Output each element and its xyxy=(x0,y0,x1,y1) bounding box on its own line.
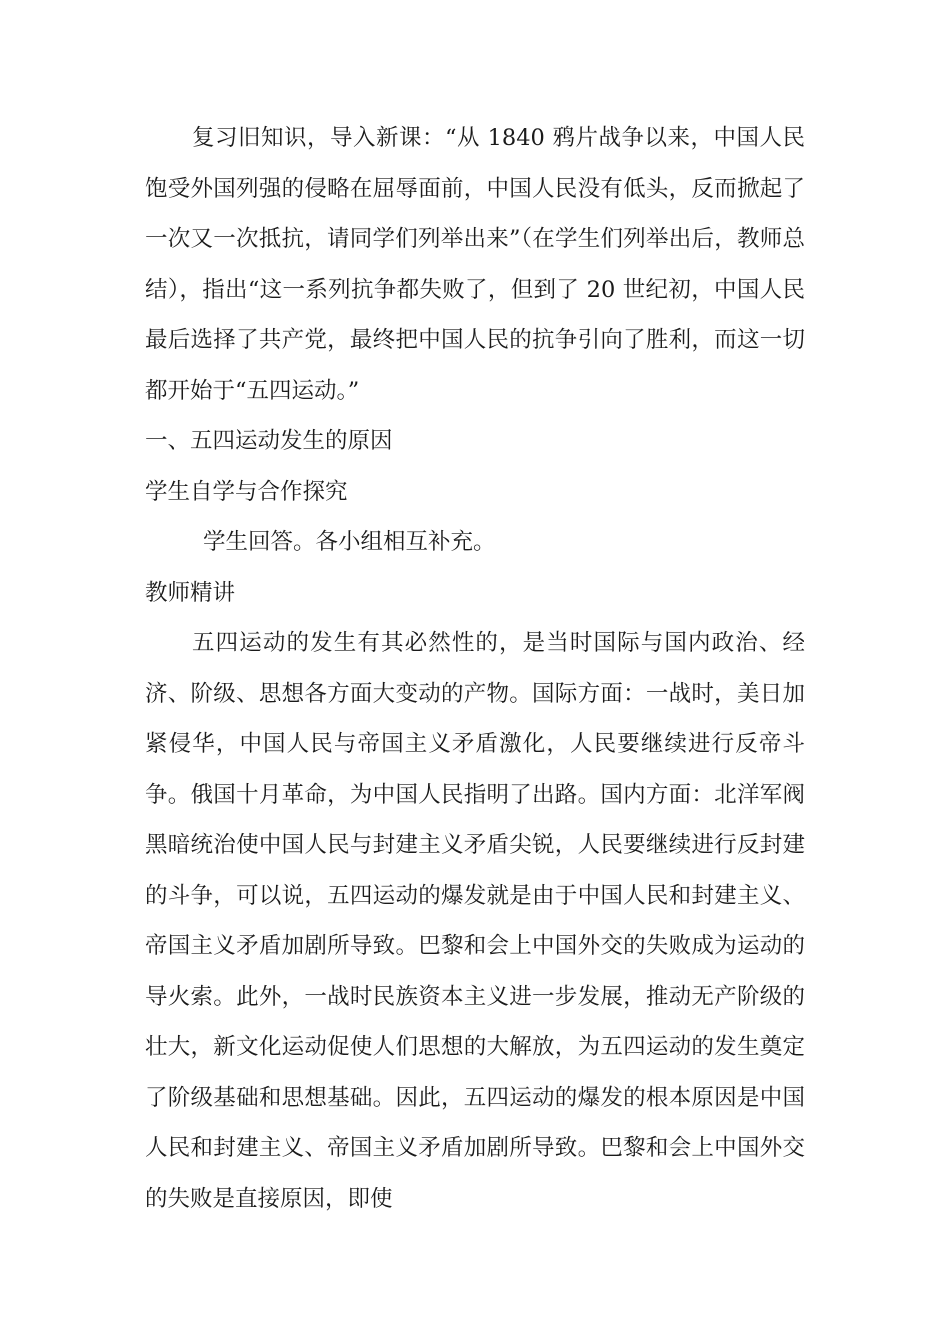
subheading-self-study: 学生自学与合作探究 xyxy=(145,478,348,505)
intro-paragraph: 复习旧知识，导入新课：“从 1840 鸦片战争以来，中国人民饱受外国列强的侵略在屈辱面前，中国人民没有低头，反而掀起了一次又一次抵抗，请同学们列举出来”（在学生们列举出后，教师总结），指出“这一系列抗争都失败了，但到了 20 世纪初，中国人民最后选择了共产党，最终把中国人民的抗争引向了胜利，而这一切都开始于“五四运动。” xyxy=(145,125,805,404)
student-answer: 学生回答。各小组相互补充。 xyxy=(203,529,496,555)
teacher-paragraph: 五四运动的发生有其必然性的，是当时国际与国内政治、经济、阶级、思想各方面大变动的产物。国际方面：一战时，美日加紧侵华，中国人民与帝国主义矛盾激化，人民要继续进行反帝斗争。俄国十月革命，为中国人民指明了出路。国内方面：北洋军阀黑暗统治使中国人民与封建主义矛盾尖锐，人民要继续进行反封建的斗争，可以说，五四运动的爆发就是由于中国人民和封建主义、帝国主义矛盾加剧所导致。巴黎和会上中国外交的失败成为运动的导火索。此外，一战时民族资本主义进一步发展，推动无产阶级的壮大，新文化运动促使人们思想的大解放，为五四运动的发生奠定了阶级基础和思想基础。因此，五四运动的爆发的根本原因是中国人民和封建主义、帝国主义矛盾加剧所导致。巴黎和会上中国外交的失败是直接原因，即使 xyxy=(145,630,805,1212)
subheading-teacher: 教师精讲 xyxy=(145,579,236,606)
section-heading: 一、五四运动发生的原因 xyxy=(145,428,393,454)
document-page xyxy=(145,113,805,1224)
